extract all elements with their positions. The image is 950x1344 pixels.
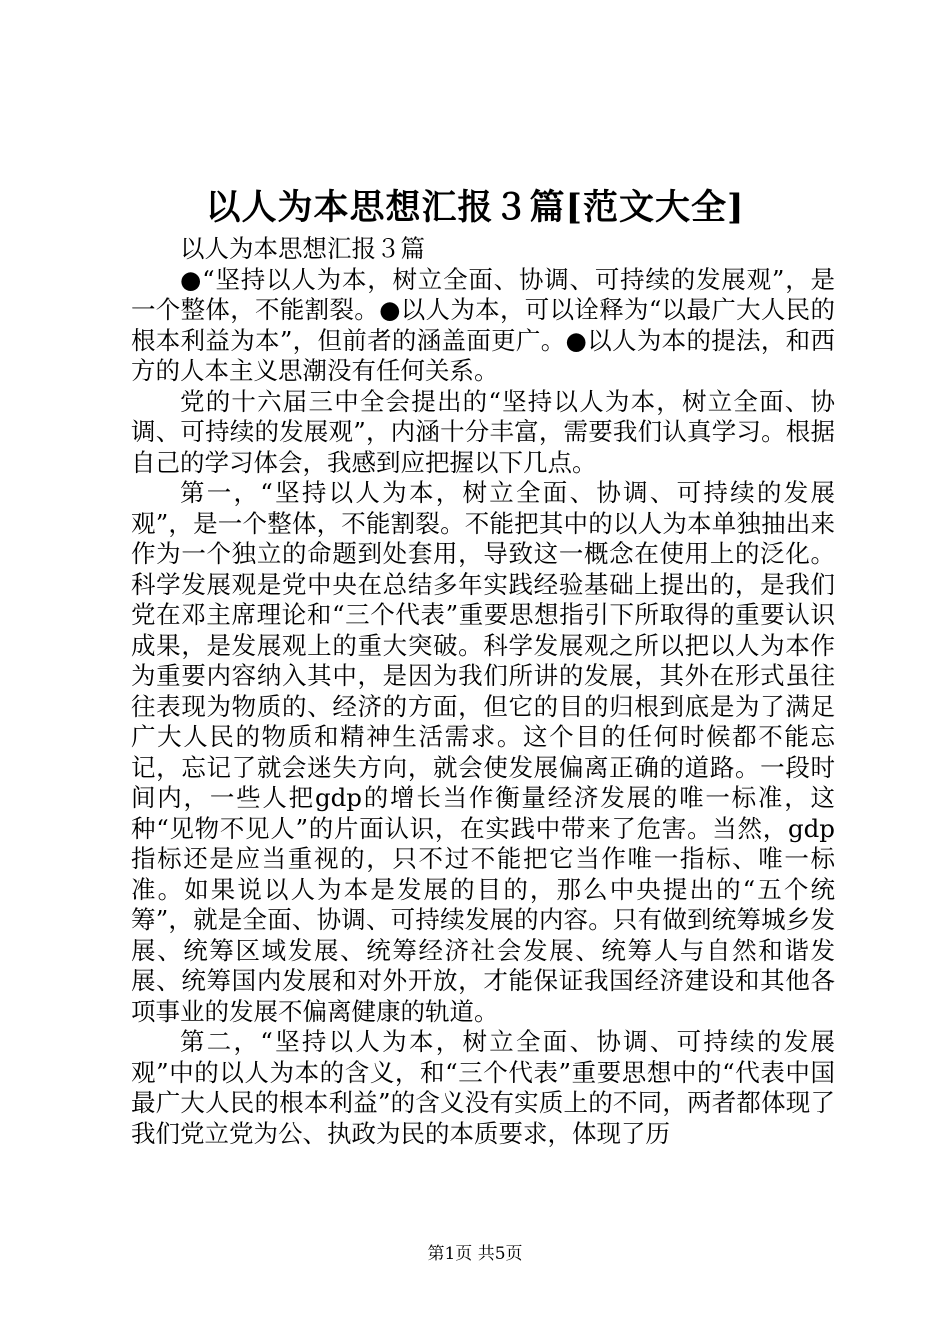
document-title: 以人为本思想汇报３篇[范文大全] <box>205 187 745 228</box>
document-body <box>131 234 835 1149</box>
page-footer: 第1页 共5页 <box>427 1244 523 1264</box>
paragraph-subtitle: 以人为本思想汇报３篇 <box>180 234 425 263</box>
paragraph-first-point: 第一，“坚持以人为本，树立全面、协调、可持续的发展观”，是一个整体，不能割裂。不能把其中的以人为本单独抽出来作为一个独立的命题到处套用，导致这一概念在使用上的泛化。科学发展观是党中央在总结多年实践经验基础上提出的，是我们党在邓主席理论和“三个代表”重要思想指引下所取得的重要认识成果，是发展观上的重大突破。科学发展观之所以把以人为本作为重要内容纳入其中，是因为我们所讲的发展，其外在形式虽往往表现为物质的、经济的方面，但它的目的归根到底是为了满足广大人民的物质和精神生活需求。这个目的任何时候都不能忘记，忘记了就会迷失方向，就会使发展偏离正确的道路。一段时间内，一些人把gdp的增长当作衡量经济发展的唯一标准，这种“见物不见人”的片面认识，在实践中带来了危害。当然，gdp指标还是应当重视的，只不过不能把它当作唯一指标、唯一标准。如果说以人为本是发展的目的，那么中央提出的“五个统筹”，就是全面、协调、可持续发展的内容。只有做到统筹城乡发展、统筹区域发展、统筹经济社会发展、统筹人与自然和谐发展、统筹国内发展和对外开放，才能保证我国经济建设和其他各项事业的发展不偏离健康的轨道。 <box>131 478 835 1026</box>
paragraph-summary: ●“坚持以人为本，树立全面、协调、可持续的发展观”，是一个整体，不能割裂。●以人为本，可以诠释为“以最广大人民的根本利益为本”，但前者的涵盖面更广。●以人为本的提法，和西方的人本主义思潮没有任何关系。 <box>131 264 835 385</box>
paragraph-intro: 党的十六届三中全会提出的“坚持以人为本，树立全面、协调、可持续的发展观”，内涵十分丰富，需要我们认真学习。根据自己的学习体会，我感到应把握以下几点。 <box>131 386 835 477</box>
paragraph-second-point: 第二，“坚持以人为本，树立全面、协调、可持续的发展观”中的以人为本的含义，和“三个代表”重要思想中的“代表中国最广大人民的根本利益”的含义没有实质上的不同，两者都体现了我们党立党为公、执政为民的本质要求，体现了历 <box>131 1027 835 1148</box>
